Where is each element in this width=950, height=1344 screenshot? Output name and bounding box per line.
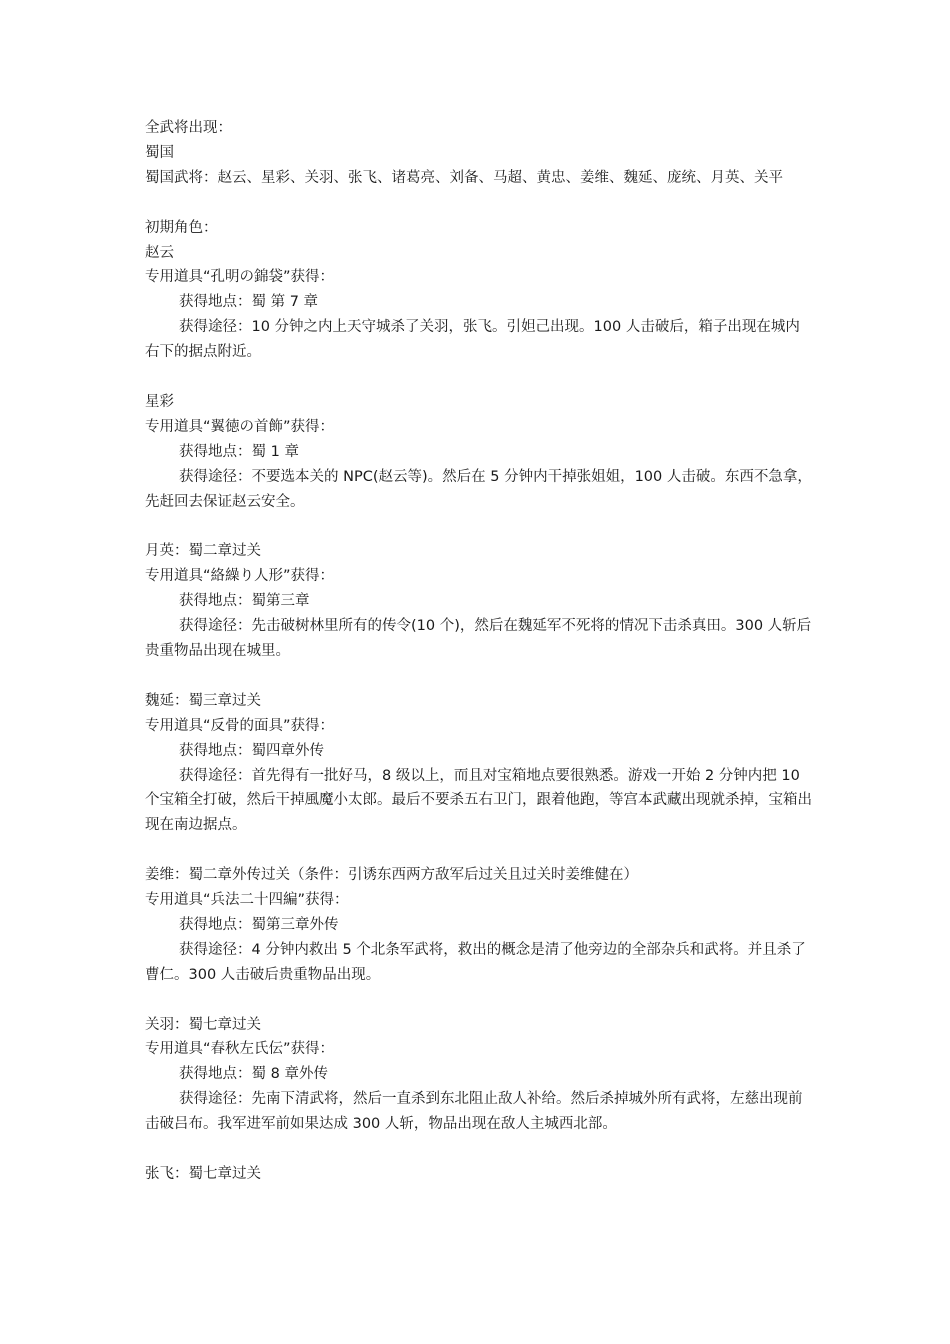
spacer [145, 988, 813, 1013]
entry-name: 星彩 [145, 393, 174, 410]
intro-heading: 全武将出现： [145, 120, 232, 136]
entry-item: 专用道具“絡繰り人形”获得： [145, 568, 335, 585]
entry-name: 关羽：蜀七章过关 [145, 1016, 261, 1033]
entry-method: 获得途径：先击破树林里所有的传令(10 个)，然后在魏延军不死将的情况下击杀真田。300 人斩后贵重物品出现在城里。 [145, 618, 812, 659]
initial-heading: 初期角色： [145, 219, 218, 236]
spacer [145, 1137, 813, 1162]
entry-method: 获得途径：先南下清武将，然后一直杀到东北阻止敌人补给。然后杀掉城外所有武将，左慈出现前击破吕布。我军进军前如果达成 300 人斩，物品出现在敌人主城西北部。 [145, 1091, 803, 1133]
spacer [145, 365, 813, 390]
entry-name: 姜维：蜀二章外传过关（条件：引诱东西两方敌军后过关且过关时姜维健在） [145, 867, 638, 884]
entry-place: 获得地点：蜀第三章 [179, 593, 310, 610]
entry-method: 获得途径：首先得有一批好马，8 级以上，而且对宝箱地点要很熟悉。游戏一开始 2 分钟内把 10 个宝箱全打破，然后干掉風魔小太郎。最后不要杀五右卫门，跟着他跑，等宫本武藏出现就杀掉，宝箱出现在南边据点。 [145, 767, 812, 834]
entry-name: 月英：蜀二章过关 [145, 543, 261, 560]
intro-generals: 蜀国武将：赵云、星彩、关羽、张飞、诸葛亮、刘备、马超、黄忠、姜维、魏延、庞统、月英、关平 [145, 169, 783, 186]
entry-place: 获得地点：蜀 8 章外传 [179, 1066, 328, 1083]
entry-item: 专用道具“反骨的面具”获得： [145, 717, 335, 734]
entry-item: 专用道具“孔明の錦袋”获得： [145, 269, 335, 286]
entry-place: 获得地点：蜀 1 章 [179, 443, 299, 460]
spacer [145, 838, 813, 863]
spacer [145, 191, 813, 216]
spacer [145, 514, 813, 539]
entry-name: 张飞：蜀七章过关 [145, 1165, 261, 1182]
entry-name: 魏延：蜀三章过关 [145, 692, 261, 709]
intro-country: 蜀国 [145, 144, 174, 161]
entry-method: 获得途径：4 分钟内救出 5 个北条军武将，救出的概念是清了他旁边的全部杂兵和武将。并且杀了曹仁。300 人击破后贵重物品出现。 [145, 941, 806, 983]
entry-method: 获得途径：10 分钟之内上天守城杀了关羽，张飞。引妲己出现。100 人击破后，箱子出现在城内右下的据点附近。 [145, 319, 800, 361]
entry-place: 获得地点：蜀 第 7 章 [179, 294, 319, 311]
entry-item: 专用道具“春秋左氏伝”获得： [145, 1041, 335, 1058]
document-body [145, 116, 813, 1187]
entry-method: 获得途径：不要选本关的 NPC(赵云等)。然后在 5 分钟内干掉张姐姐，100 人击破。东西不急拿，先赶回去保证赵云安全。 [145, 468, 812, 510]
entry-item: 专用道具“翼徳の首飾”获得： [145, 418, 335, 435]
entry-place: 获得地点：蜀第三章外传 [179, 916, 339, 933]
entry-item: 专用道具“兵法二十四編”获得： [145, 892, 349, 909]
entry-name: 赵云 [145, 244, 174, 261]
entry-place: 获得地点：蜀四章外传 [179, 742, 324, 759]
spacer [145, 664, 813, 689]
